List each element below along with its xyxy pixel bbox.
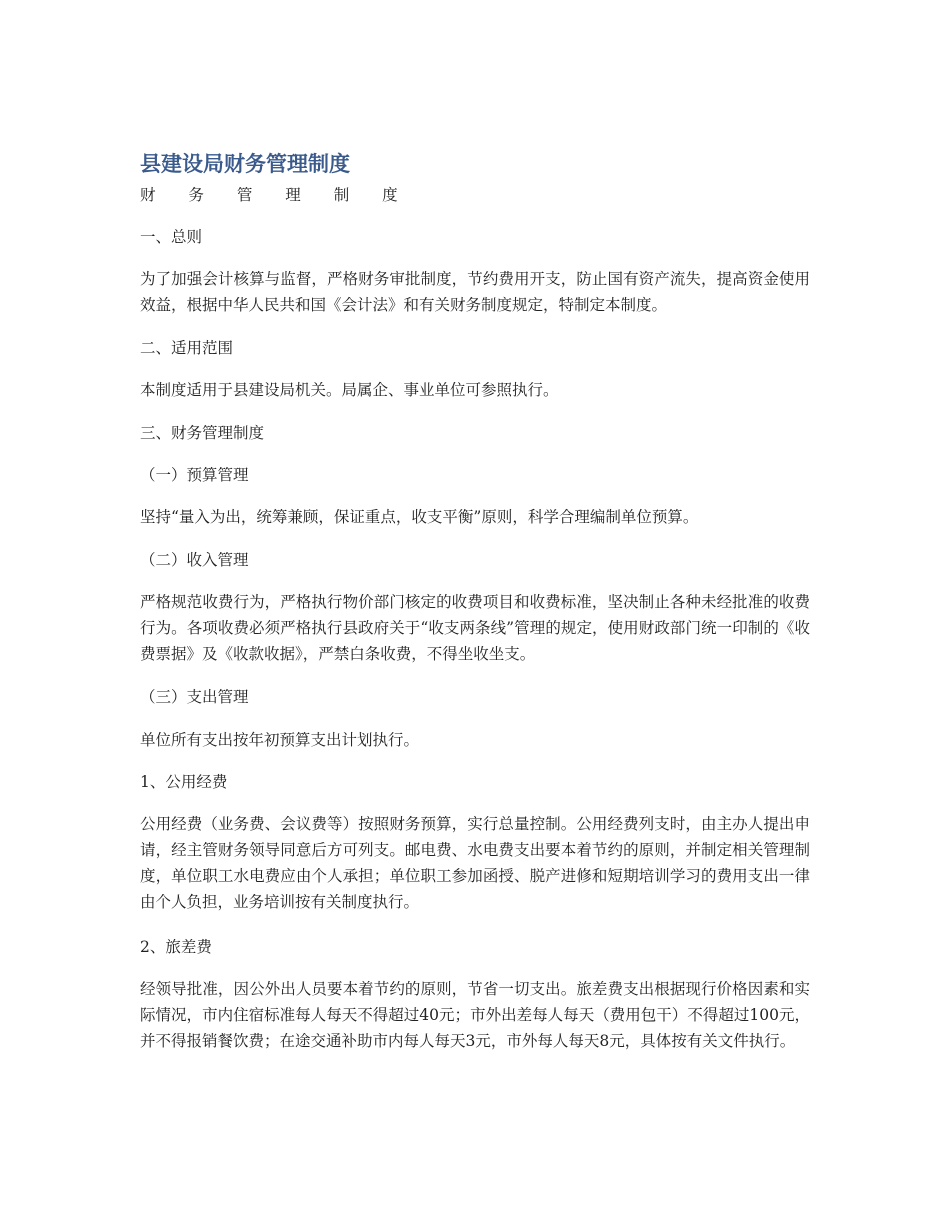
section-heading-scope: 二、适用范围	[140, 339, 234, 357]
paragraph-income: 严格规范收费行为，严格执行物价部门核定的收费项目和收费标准，坚决制止各种未经批准的收费行为。各项收费必须严格执行县政府关于“收支两条线”管理的规定，使用财政部门统一印制的《收费票据》及《收款收据》，严禁白条收费，不得坐收坐支。	[140, 593, 810, 663]
subsection-heading-income: （二）收入管理	[140, 551, 249, 569]
document-title: 县建设局财务管理制度	[140, 152, 350, 176]
item-heading-public-expenses: 1、公用经费	[140, 773, 228, 791]
paragraph-expenditure: 单位所有支出按年初预算支出计划执行。	[140, 731, 420, 749]
section-heading-general: 一、总则	[140, 228, 203, 246]
paragraph-budget: 坚持“量入为出，统筹兼顾，保证重点，收支平衡”原则，科学合理编制单位预算。	[140, 508, 699, 526]
paragraph-public-expenses: 公用经费（业务费、会议费等）按照财务预算，实行总量控制。公用经费列支时，由主办人提出申请，经主管财务领导同意后方可列支。邮电费、水电费支出要本着节约的原则，并制定相关管理制度，单位职工水电费应由个人承担；单位职工参加函授、脱产进修和短期培训学习的费用支出一律由个人负担，业务培训按有关制度执行。	[140, 815, 810, 911]
paragraph-general: 为了加强会计核算与监督，严格财务审批制度，节约费用开支，防止国有资产流失，提高资金使用效益，根据中华人民共和国《会计法》和有关财务制度规定，特制定本制度。	[140, 270, 810, 314]
section-heading-finance-system: 三、财务管理制度	[140, 424, 265, 442]
subsection-heading-budget: （一）预算管理	[140, 466, 249, 484]
document-subtitle: 财 务 管 理 制 度	[140, 186, 412, 204]
paragraph-scope: 本制度适用于县建设局机关。局属企、事业单位可参照执行。	[140, 381, 559, 399]
subsection-heading-expenditure: （三）支出管理	[140, 688, 249, 706]
paragraph-travel-expenses: 经领导批准，因公外出人员要本着节约的原则，节省一切支出。旅差费支出根据现行价格因素和实际情况，市内住宿标准每人每天不得超过40元；市外出差每人每天（费用包干）不得超过100元，并不得报销餐饮费；在途交通补助市内每人每天3元，市外每人每天8元，具体按有关文件执行。	[140, 980, 810, 1050]
item-heading-travel-expenses: 2、旅差费	[140, 938, 212, 956]
